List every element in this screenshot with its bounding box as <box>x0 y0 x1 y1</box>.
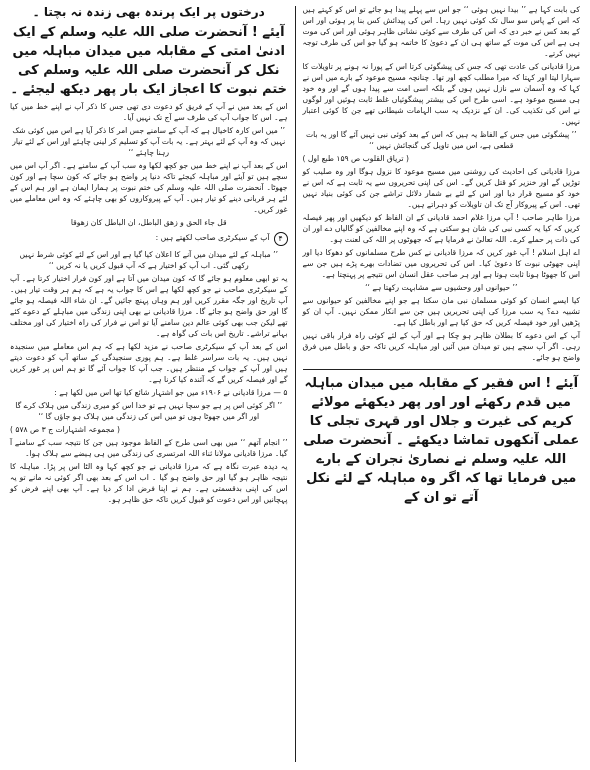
paragraph: یہ تو ابھی معلوم ہو جائے گا کہ کون میدان میں آتا ہے اور کون فرار اختیار کرتا ہے۔ آپ کے سیکرٹری صاحب نے جو کچھ لکھا ہے اس کا جواب یہ ہے کہ ہم ہر وقت تیار ہیں۔ آپ تاریخ اور جگہ مقرر کریں اور ہم وہاں پہنچ جائیں گے۔ ان شاء اللہ فیصلہ ہو جائے گا اور حق واضح ہو جائے گا۔ مرزا قادیانی نے بھی اپنی زندگی میں مباہلے کے دعوے کئے تھے لیکن جب بھی کوئی عالم دین سامنے آیا تو اس نے فرار کی راہ اختیار کی اور مختلف بہانے تراشے۔ تاریخ اس بات کی گواہ ہے۔ <box>10 274 288 338</box>
paragraph: اس کے بعد آپ کے سیکرٹری صاحب نے مزید لکھا ہے کہ ہم اس معاملے میں سنجیدہ نہیں ہیں۔ یہ بات سراسر غلط ہے۔ ہم پوری سنجیدگی کے ساتھ آپ کو دعوت دیتے ہیں اور آپ کے جواب کے منتظر ہیں۔ جب آپ کا جواب آئے گا تو ہم اس پر غور کریں گے اور فیصلہ کریں گے کہ آئندہ کیا کرنا ہے۔ <box>10 342 288 384</box>
headline: درختوں پر ایک پرندہ بھی زندہ نہ بچتا ۔ <box>32 5 265 19</box>
paragraph: کیا ایسے انسان کو کوئی مسلمان نبی مان سکتا ہے جو اپنے مخالفین کو حیوانوں سے تشبیہ دے؟ یہ سب مرزا کی اپنی تحریریں ہیں جن سے انکار ممکن نہیں۔ آپ ان کو پڑھیں اور خود فیصلہ کریں کہ حق کیا ہے اور باطل کیا ہے۔ <box>302 296 580 327</box>
citation: ( مجموعہ اشتہارات ج ۳ ص ۵۷۸ ) <box>10 425 120 434</box>
section-heading <box>10 232 288 246</box>
column-divider <box>295 6 296 762</box>
paragraph: مرزا قادیانی کی احادیث کی روشنی میں مسیح موعود کا نزول ہوگا اور وہ صلیب کو توڑیں گے اور خنزیر کو قتل کریں گے۔ اس کی اپنی تحریروں سے یہ ثابت ہے کہ اس نے خود کو مسیح قرار دیا اور اس کے لئے بے شمار دلائل تراشے جن کی کوئی بنیاد نہیں تھی۔ اس کے پیروکار آج تک ان تاویلات کو دہراتے ہیں۔ <box>302 167 580 209</box>
citation: ( تریاق القلوب ص ۱۵۹ طبع اول ) <box>302 154 409 163</box>
paragraph: کی بابت کہا ہے ’’ بیدا نہیں ہوئی ‘‘ جو اس سے پہلے پیدا ہو جائے تو اس کو کہتے ہیں کہ اس کے پاس سو سال تک کوئی نہیں رہا۔ اس کی پیدائش کس بنا پر ہوئی اور اس کے بعد کس نے خبر دی کہ اس کی طرف سے کوئی نشانی ظاہر ہوئی اور اس کی موت ہی ہے اس کی موت کے ساتھ ہی ان کے دعویٰ کا خاتمہ ہو گیا جو اس کی طرف توجہ نہیں کرتے۔ <box>302 5 580 58</box>
right-column <box>299 4 585 766</box>
quotation: ’’ میں اس کارہ کاخیال ہے کہ آپ کے سامنے جس امر کا ذکر آیا ہے اس میں کوئی شک نہیں کہ وہ آپ کے لئے بہتر ہے۔ یہ بات آپ کو تسلیم کر لینی چاہئے اور اس کے لئے تیار رہنا چاہئے ‘‘ <box>12 126 286 157</box>
quranic-verse: قل جاء الحق و زھق الباطل، ان الباطل کان زھوقا <box>70 218 227 227</box>
quotation: ’’ پیشگوئی میں جس کے الفاظ یہ ہیں کہ اس کے بعد کوئی نبی نہیں آئے گا اور یہ بات قطعی ہے، اس میں تاویل کی گنجائش نہیں ‘‘ <box>305 130 577 150</box>
paragraph: آپ کے اس دعوے کا بطلان ظاہر ہو چکا ہے اور آپ کے لئے کوئی راہ فرار باقی نہیں رہی۔ اگر آپ سچے ہیں تو میدان میں آئیں اور مباہلہ کریں تاکہ حق و باطل میں فرق واضح ہو جائے۔ <box>302 331 580 362</box>
paragraph: اے اہل اسلام ! آپ غور کریں کہ مرزا قادیانی نے کس طرح مسلمانوں کو دھوکا دیا اور اپنی جھوٹی نبوت کا دعویٰ کیا۔ اس کی تحریروں میں تضادات بھرے پڑے ہیں جن سے اس کا جھوٹا ہونا ثابت ہوتا ہے اور ہر صاحب عقل انسان اس نتیجے پر پہنچتا ہے۔ <box>302 248 580 279</box>
paragraph: اس کے بعد آپ نے اپنے خط میں جو کچھ لکھا وہ سب آپ کے سامنے ہے۔ اگر آپ اس میں سچے ہیں تو آیئے اور مباہلہ کیجئے تاکہ دنیا پر واضح ہو جائے کہ کون سچا ہے اور کون جھوٹا۔ آنحضرت صلی اللہ علیہ وسلم کی ختم نبوت پر ہمارا ایمان ہے اور ہم اس کے لئے ہر قربانی دینے کو تیار ہیں۔ آپ کے پیروکاروں کو بھی چاہئے کہ وہ اس معاملے میں غور کریں۔ <box>10 161 288 214</box>
numbered-item: ۵ — مرزا قادیانی نے ۱۹۰۶ء میں جو اشتہار شائع کیا تھا اس میں لکھا ہے : <box>54 388 288 397</box>
paragraph: ’’ انجام آتھم ‘‘ میں بھی اسی طرح کے الفاظ موجود ہیں جن کا نتیجہ سب کے سامنے آ گیا۔ مرزا قادیانی مولانا ثناء اللہ امرتسری کی زندگی میں ہی ہیضے سے ہلاک ہوا۔ <box>10 438 288 458</box>
quotation: ’’ اگر کوئی اس پر ہے جو سچا نہیں ہے تو خدا اس کو میری زندگی میں ہلاک کرے گا اور اگر میں جھوٹا ہوں تو میں اس کی زندگی میں ہلاک ہو جاؤں گا ‘‘ <box>15 401 283 421</box>
left-column <box>6 4 292 766</box>
section-title: آپ کے سیکرٹری صاحب لکھتے ہیں : <box>155 233 270 242</box>
paragraph: یہ دیدہ عبرت نگاہ ہے کہ مرزا قادیانی نے جو کچھ کہا وہ الٹا اس پر پڑا۔ مباہلہ کا نتیجہ ظاہر ہو گیا اور حق واضح ہو گیا ۔ اب اس کے بعد بھی اگر کوئی نہ مانے تو یہ اس کی اپنی بدقسمتی ہے۔ ہم نے اپنا فرض ادا کر دیا ہے۔ آپ بھی اپنے فرض کو پہچانیں اور اس دعوت کو قبول کریں تاکہ حق ظاہر ہو۔ <box>10 462 288 504</box>
paragraph: اس کے بعد میں نے آپ کے فریق کو دعوت دی تھی جس کا ذکر آپ نے اپنے خط میں کیا ہے۔ اس کا جواب آپ کی طرف سے آج تک نہیں آیا۔ <box>10 102 288 122</box>
paragraph: مرزا طاہر صاحب ! آپ مرزا غلام احمد قادیانی کے ان الفاظ کو دیکھیں اور پھر فیصلہ کریں کہ کیا یہ کسی نبی کی شان ہو سکتی ہے کہ وہ اپنے مخالفین کو گالیاں دے اور ان کی ذات پر حملے کرے۔ اللہ تعالیٰ نے فرمایا ہے کہ جھوٹوں پر اللہ کی لعنت ہو۔ <box>302 213 580 244</box>
headline-invitation: آیئے ! آنحضرت صلی اللہ علیہ وسلم کے ایک ادنیٰ امتی کے مقابلہ میں میدان مباہلہ میں نکل کر آنحضرت صلی اللہ علیہ وسلم کی ختم نبوت کا اعجاز ایک بار پھر دیکھ لیجئے ۔ <box>10 25 288 97</box>
quotation: ’’ مباہلہ کے لئے میدان میں آنے کا اعلان کیا گیا ہے اور اس کے لئے کوئی شرط نہیں رکھی گئی۔ اب آپ کو اختیار ہے کہ آپ قبول کریں یا نہ کریں ‘‘ <box>19 250 278 270</box>
paragraph: مرزا قادیانی کی عادت تھی کہ جس کی پیشگوئی کرتا اس کے پورا نہ ہونے پر تاویلات کا سہارا لیتا اور کہتا کہ میرا مطلب کچھ اور تھا۔ چنانچہ مسیح موعود کے بارے میں اس نے کہا کہ وہ آسمان سے نازل نہیں ہوں گے بلکہ اسی امت سے پیدا ہوں گے اور وہ خود ہی مسیح موعود ہے۔ اسی طرح اس کی بیشتر پیشگوئیاں غلط ثابت ہوئیں اور لوگوں نے اس کی تکذیب کی۔ ان کے نزدیک یہ سب الہامات شیطانی تھے جن کا کوئی اعتبار نہیں۔ <box>302 62 580 126</box>
quotation: ’’ حیوانوں اور وحشیوں سے مشابہت رکھتا ہے ‘‘ <box>365 283 518 292</box>
closing-call-block <box>303 369 581 507</box>
section-number: ۴ <box>274 232 288 246</box>
closing-headline: آیئے ! اس فقیر کے مقابلہ میں میدان مباہلہ میں قدم رکھئے اور اور پھر دیکھئے مولائے کریم کی غیرت و جلال اور قہری تجلی کا عملی آنکھوں تماشا دیکھئے ۔ آنحضرت صلی اللہ علیہ وسلم نے نصاریٰ نجران کے بارے میں فرمایا تھا کہ اگر وہ مباہلہ کے لئے نکل آتے تو ان کے <box>303 376 580 505</box>
